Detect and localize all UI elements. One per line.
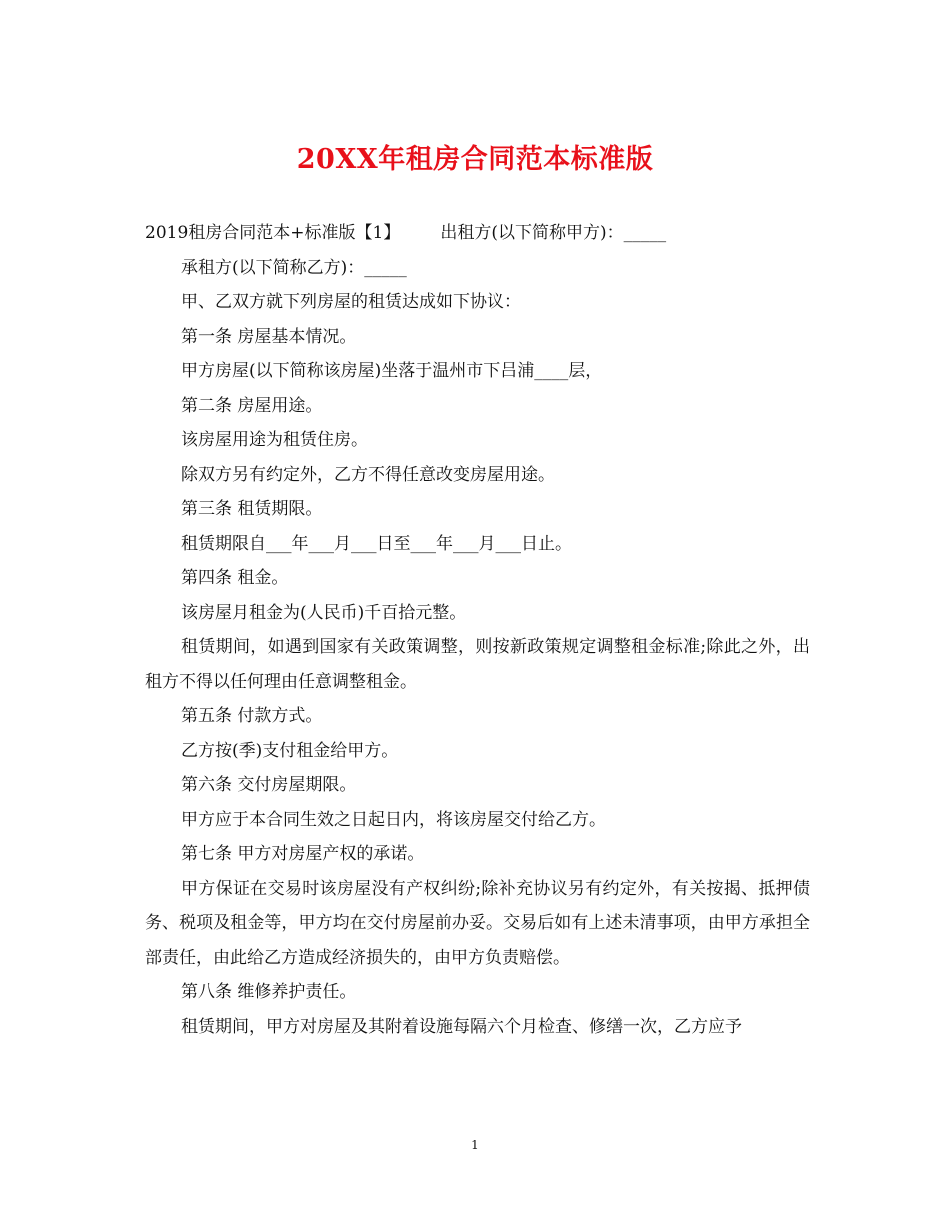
paragraph: 乙方按(季)支付租金给甲方。 (181, 740, 399, 761)
clause-heading: 第一条 房屋基本情况。 (181, 326, 357, 347)
paragraph: 该房屋用途为租赁住房。 (181, 430, 368, 450)
contract-heading: 2019租房合同范本+标准版【1】 (145, 223, 401, 243)
clause-heading: 第三条 租赁期限。 (181, 499, 323, 519)
clause-heading: 第五条 付款方式。 (181, 706, 323, 726)
document-body (145, 216, 810, 1044)
paragraph: 甲方房屋(以下简称该房屋)坐落于温州市下吕浦____层， (181, 361, 603, 381)
paragraph: 除双方另有约定外，乙方不得任意改变房屋用途。 (181, 464, 555, 485)
first-line (145, 216, 810, 251)
page-number: 1 (471, 1138, 479, 1152)
document-title: 20XX年租房合同范本标准版 (296, 144, 654, 175)
paragraph: 甲方应于本合同生效之日起日内，将该房屋交付给乙方。 (181, 809, 606, 830)
clause-heading: 第四条 租金。 (181, 568, 289, 588)
paragraph: 甲、乙双方就下列房屋的租赁达成如下协议： (181, 292, 521, 312)
paragraph: 承租方(以下简称乙方)：_____ (181, 257, 407, 278)
lessor-line: 出租方(以下简称甲方)：_____ (440, 223, 667, 243)
paragraph: 该房屋月租金为(人民币)千百拾元整。 (181, 602, 467, 623)
clause-heading: 第二条 房屋用途。 (181, 395, 323, 416)
paragraph: 租赁期间，甲方对房屋及其附着设施每隔六个月检查、修缮一次，乙方应予 (181, 1016, 742, 1037)
paragraph: 租赁期间，如遇到国家有关政策调整，则按新政策规定调整租金标准;除此之外，出租方不得以任何理由任意调整租金。 (145, 637, 810, 692)
clause-heading: 第六条 交付房屋期限。 (181, 775, 357, 795)
paragraph: 甲方保证在交易时该房屋没有产权纠纷;除补充协议另有约定外，有关按揭、抵押债务、税项及租金等，甲方均在交付房屋前办妥。交易后如有上述未清事项，由甲方承担全部责任，由此给乙方造成经济损失的，由甲方负责赔偿。 (145, 878, 810, 968)
clause-heading: 第八条 维修养护责任。 (181, 982, 357, 1002)
paragraph: 租赁期限自___年___月___日至___年___月___日止。 (181, 533, 572, 554)
clause-heading: 第七条 甲方对房屋产权的承诺。 (181, 844, 425, 864)
